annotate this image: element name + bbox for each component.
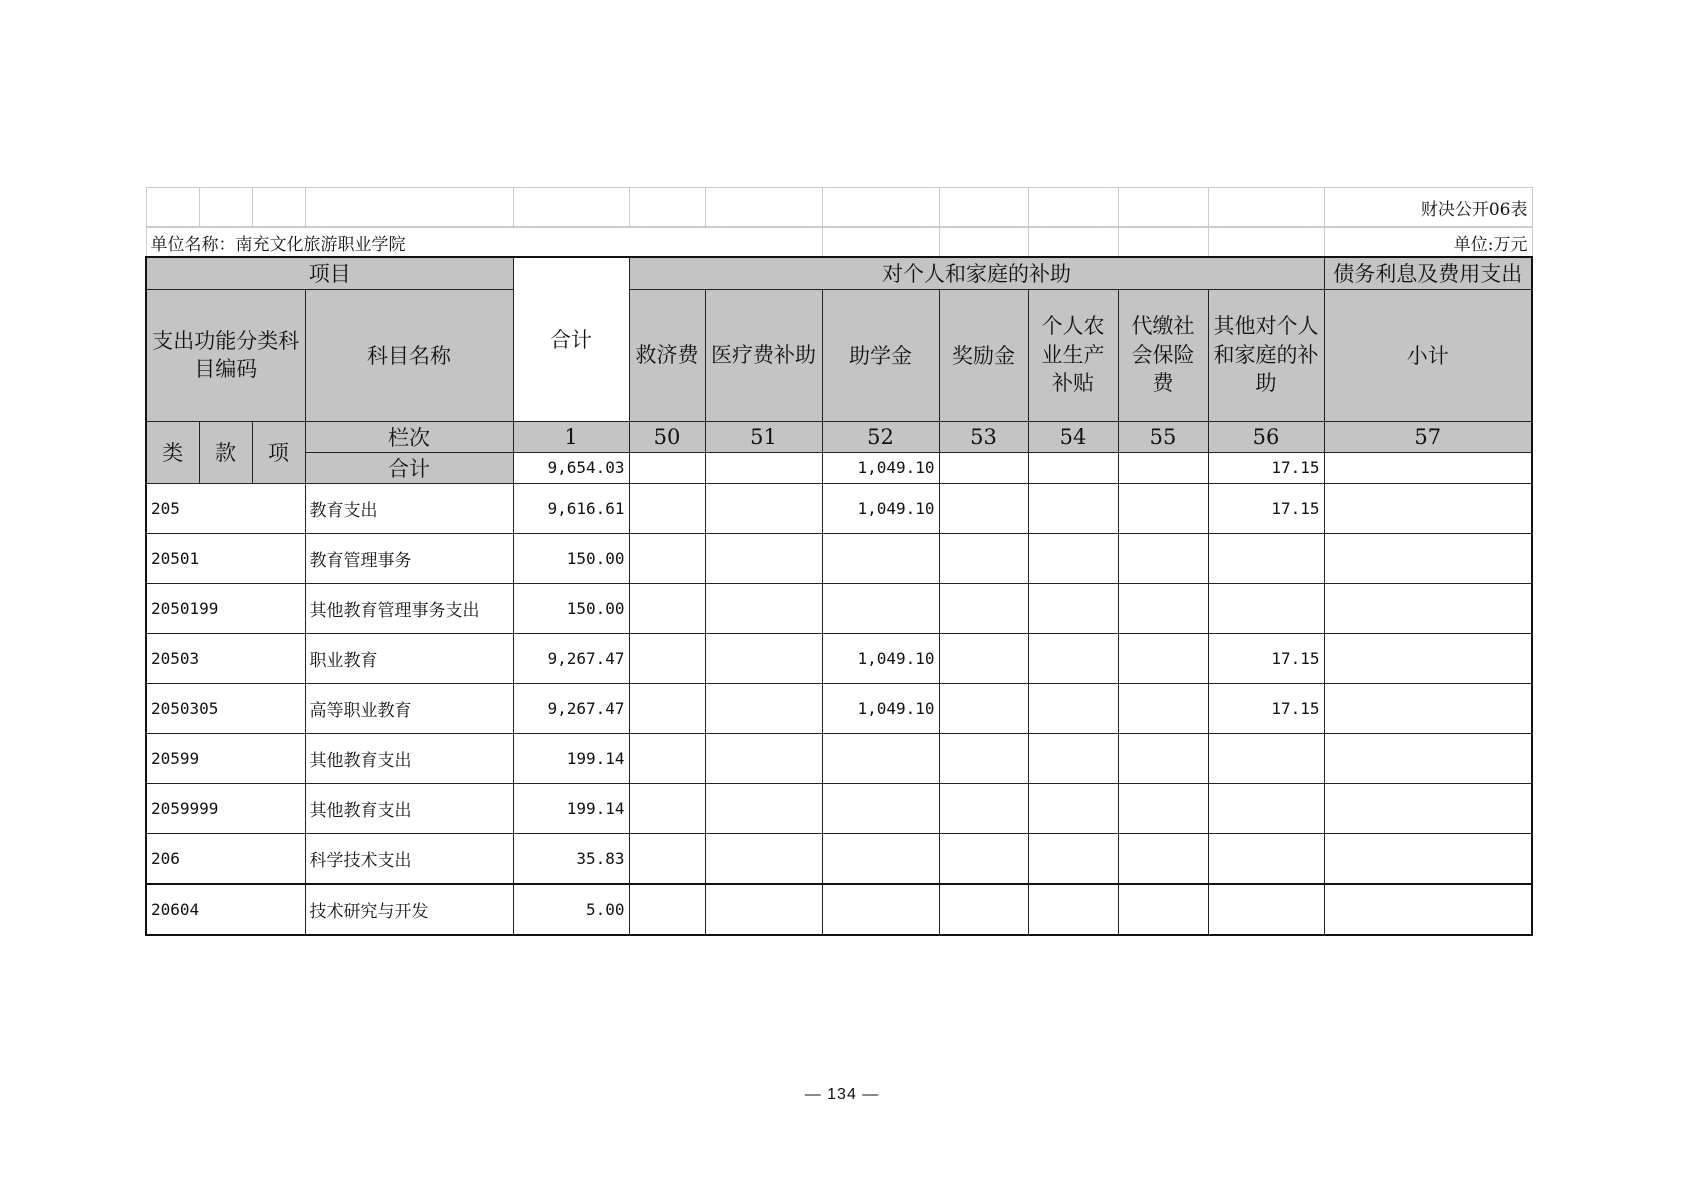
- subtotal-cell: [1324, 483, 1532, 533]
- column-number-row: [146, 421, 1532, 452]
- header-row-1: [146, 257, 1532, 289]
- stipend-cell: 1,049.10: [822, 683, 939, 733]
- reward-cell: [939, 733, 1028, 783]
- page-number: — 134 —: [804, 1086, 880, 1103]
- stipend-cell: [822, 583, 939, 633]
- form-code-row: [146, 188, 1532, 228]
- header-project: 项目: [146, 257, 513, 289]
- column-number: 51: [705, 421, 822, 452]
- subject-name-cell: 教育支出: [305, 483, 513, 533]
- stipend-cell: [822, 833, 939, 884]
- header-individual-group: 对个人和家庭的补助: [629, 257, 1324, 289]
- total-cell: 5.00: [513, 884, 629, 935]
- stipend-cell: [822, 533, 939, 583]
- farm-subsidy-cell: [1028, 884, 1118, 935]
- header-lei: 类: [146, 421, 199, 483]
- subject-name-cell: 教育管理事务: [305, 533, 513, 583]
- column-number: 55: [1118, 421, 1208, 452]
- farm-subsidy-cell: [1028, 583, 1118, 633]
- farm-subsidy-cell: [1028, 633, 1118, 683]
- total-cell: 9,654.03: [513, 452, 629, 483]
- total-cell: [1118, 452, 1208, 483]
- stipend-cell: [822, 733, 939, 783]
- subject-name-cell: 其他教育支出: [305, 783, 513, 833]
- table-row: [146, 583, 1532, 633]
- other-subsidy-cell: 17.15: [1208, 633, 1324, 683]
- social-insurance-cell: [1118, 483, 1208, 533]
- header-medical: 医疗费补助: [705, 289, 822, 421]
- social-insurance-cell: [1118, 533, 1208, 583]
- total-cell: [1324, 452, 1532, 483]
- header-debt-group: 债务利息及费用支出: [1324, 257, 1532, 289]
- column-number: 52: [822, 421, 939, 452]
- form-code: 财决公开06表: [1324, 188, 1532, 228]
- total-cell: [1028, 452, 1118, 483]
- medical-cell: [705, 733, 822, 783]
- relief-cell: [629, 483, 705, 533]
- other-subsidy-cell: [1208, 533, 1324, 583]
- medical-cell: [705, 783, 822, 833]
- total-cell: 150.00: [513, 533, 629, 583]
- subtotal-cell: [1324, 533, 1532, 583]
- stipend-cell: [822, 884, 939, 935]
- subject-name-cell: 其他教育支出: [305, 733, 513, 783]
- total-cell: 9,616.61: [513, 483, 629, 533]
- other-subsidy-cell: [1208, 884, 1324, 935]
- column-number: 54: [1028, 421, 1118, 452]
- social-insurance-cell: [1118, 783, 1208, 833]
- total-cell: 17.15: [1208, 452, 1324, 483]
- farm-subsidy-cell: [1028, 733, 1118, 783]
- relief-cell: [629, 683, 705, 733]
- total-cell: [939, 452, 1028, 483]
- other-subsidy-cell: [1208, 833, 1324, 884]
- social-insurance-cell: [1118, 583, 1208, 633]
- unit-row: [146, 227, 1532, 257]
- medical-cell: [705, 833, 822, 884]
- header-xiang: 项: [252, 421, 305, 483]
- data-rows: [146, 483, 1532, 935]
- table-row: [146, 683, 1532, 733]
- medical-cell: [705, 533, 822, 583]
- social-insurance-cell: [1118, 633, 1208, 683]
- unit-name: 单位名称：南充文化旅游职业学院: [146, 227, 822, 257]
- subtotal-cell: [1324, 833, 1532, 884]
- expenditure-table: [145, 187, 1533, 936]
- table-row: [146, 633, 1532, 683]
- total-cell: 150.00: [513, 583, 629, 633]
- subtotal-cell: [1324, 683, 1532, 733]
- subtotal-cell: [1324, 583, 1532, 633]
- header-subtotal: 小计: [1324, 289, 1532, 421]
- farm-subsidy-cell: [1028, 533, 1118, 583]
- total-cell: 199.14: [513, 783, 629, 833]
- relief-cell: [629, 733, 705, 783]
- medical-cell: [705, 683, 822, 733]
- currency-unit: 单位:万元: [1324, 227, 1532, 257]
- subtotal-cell: [1324, 884, 1532, 935]
- medical-cell: [705, 633, 822, 683]
- table-row: [146, 733, 1532, 783]
- subject-name-cell: 高等职业教育: [305, 683, 513, 733]
- header-farm-subsidy: 个人农业生产补贴: [1028, 289, 1118, 421]
- column-number: 56: [1208, 421, 1324, 452]
- medical-cell: [705, 583, 822, 633]
- func-code-cell: 2050305: [146, 683, 305, 733]
- header-subject-name: 科目名称: [305, 289, 513, 421]
- social-insurance-cell: [1118, 884, 1208, 935]
- social-insurance-cell: [1118, 683, 1208, 733]
- func-code-cell: 206: [146, 833, 305, 884]
- total-cell: 35.83: [513, 833, 629, 884]
- medical-cell: [705, 884, 822, 935]
- total-cell: [629, 452, 705, 483]
- header-kuan: 款: [199, 421, 252, 483]
- relief-cell: [629, 633, 705, 683]
- func-code-cell: 2050199: [146, 583, 305, 633]
- other-subsidy-cell: [1208, 733, 1324, 783]
- subtotal-cell: [1324, 783, 1532, 833]
- header-row-2: [146, 289, 1532, 421]
- relief-cell: [629, 533, 705, 583]
- table-row: [146, 833, 1532, 884]
- other-subsidy-cell: [1208, 583, 1324, 633]
- budget-table-frame: [145, 187, 1531, 935]
- column-number-label: 栏次: [305, 421, 513, 452]
- total-cell: [705, 452, 822, 483]
- farm-subsidy-cell: [1028, 833, 1118, 884]
- header-other-subsidy: 其他对个人和家庭的补助: [1208, 289, 1324, 421]
- header-total: 合计: [513, 257, 629, 421]
- table-row: [146, 884, 1532, 935]
- subtotal-cell: [1324, 733, 1532, 783]
- total-row: [146, 452, 1532, 483]
- relief-cell: [629, 884, 705, 935]
- total-cell: 9,267.47: [513, 683, 629, 733]
- farm-subsidy-cell: [1028, 483, 1118, 533]
- relief-cell: [629, 833, 705, 884]
- relief-cell: [629, 783, 705, 833]
- reward-cell: [939, 533, 1028, 583]
- stipend-cell: [822, 783, 939, 833]
- table-row: [146, 483, 1532, 533]
- header-relief: 救济费: [629, 289, 705, 421]
- total-cell: 1,049.10: [822, 452, 939, 483]
- column-number: 53: [939, 421, 1028, 452]
- column-number: 57: [1324, 421, 1532, 452]
- func-code-cell: 205: [146, 483, 305, 533]
- stipend-cell: 1,049.10: [822, 633, 939, 683]
- reward-cell: [939, 833, 1028, 884]
- column-number: 50: [629, 421, 705, 452]
- stipend-cell: 1,049.10: [822, 483, 939, 533]
- social-insurance-cell: [1118, 733, 1208, 783]
- other-subsidy-cell: [1208, 783, 1324, 833]
- other-subsidy-cell: 17.15: [1208, 683, 1324, 733]
- total-cell: 9,267.47: [513, 633, 629, 683]
- other-subsidy-cell: 17.15: [1208, 483, 1324, 533]
- subject-name-cell: 技术研究与开发: [305, 884, 513, 935]
- medical-cell: [705, 483, 822, 533]
- reward-cell: [939, 583, 1028, 633]
- subject-name-cell: 职业教育: [305, 633, 513, 683]
- func-code-cell: 20599: [146, 733, 305, 783]
- subject-name-cell: 其他教育管理事务支出: [305, 583, 513, 633]
- table-row: [146, 783, 1532, 833]
- total-cell: 199.14: [513, 733, 629, 783]
- func-code-cell: 20503: [146, 633, 305, 683]
- func-code-cell: 20501: [146, 533, 305, 583]
- header-social-insurance: 代缴社会保险费: [1118, 289, 1208, 421]
- reward-cell: [939, 483, 1028, 533]
- header-reward: 奖励金: [939, 289, 1028, 421]
- relief-cell: [629, 583, 705, 633]
- farm-subsidy-cell: [1028, 683, 1118, 733]
- column-number: 1: [513, 421, 629, 452]
- table-row: [146, 533, 1532, 583]
- reward-cell: [939, 683, 1028, 733]
- social-insurance-cell: [1118, 833, 1208, 884]
- func-code-cell: 20604: [146, 884, 305, 935]
- total-row-label: 合计: [305, 452, 513, 483]
- subtotal-cell: [1324, 633, 1532, 683]
- func-code-cell: 2059999: [146, 783, 305, 833]
- reward-cell: [939, 783, 1028, 833]
- header-stipend: 助学金: [822, 289, 939, 421]
- farm-subsidy-cell: [1028, 783, 1118, 833]
- reward-cell: [939, 884, 1028, 935]
- header-func-code: 支出功能分类科目编码: [146, 289, 305, 421]
- subject-name-cell: 科学技术支出: [305, 833, 513, 884]
- reward-cell: [939, 633, 1028, 683]
